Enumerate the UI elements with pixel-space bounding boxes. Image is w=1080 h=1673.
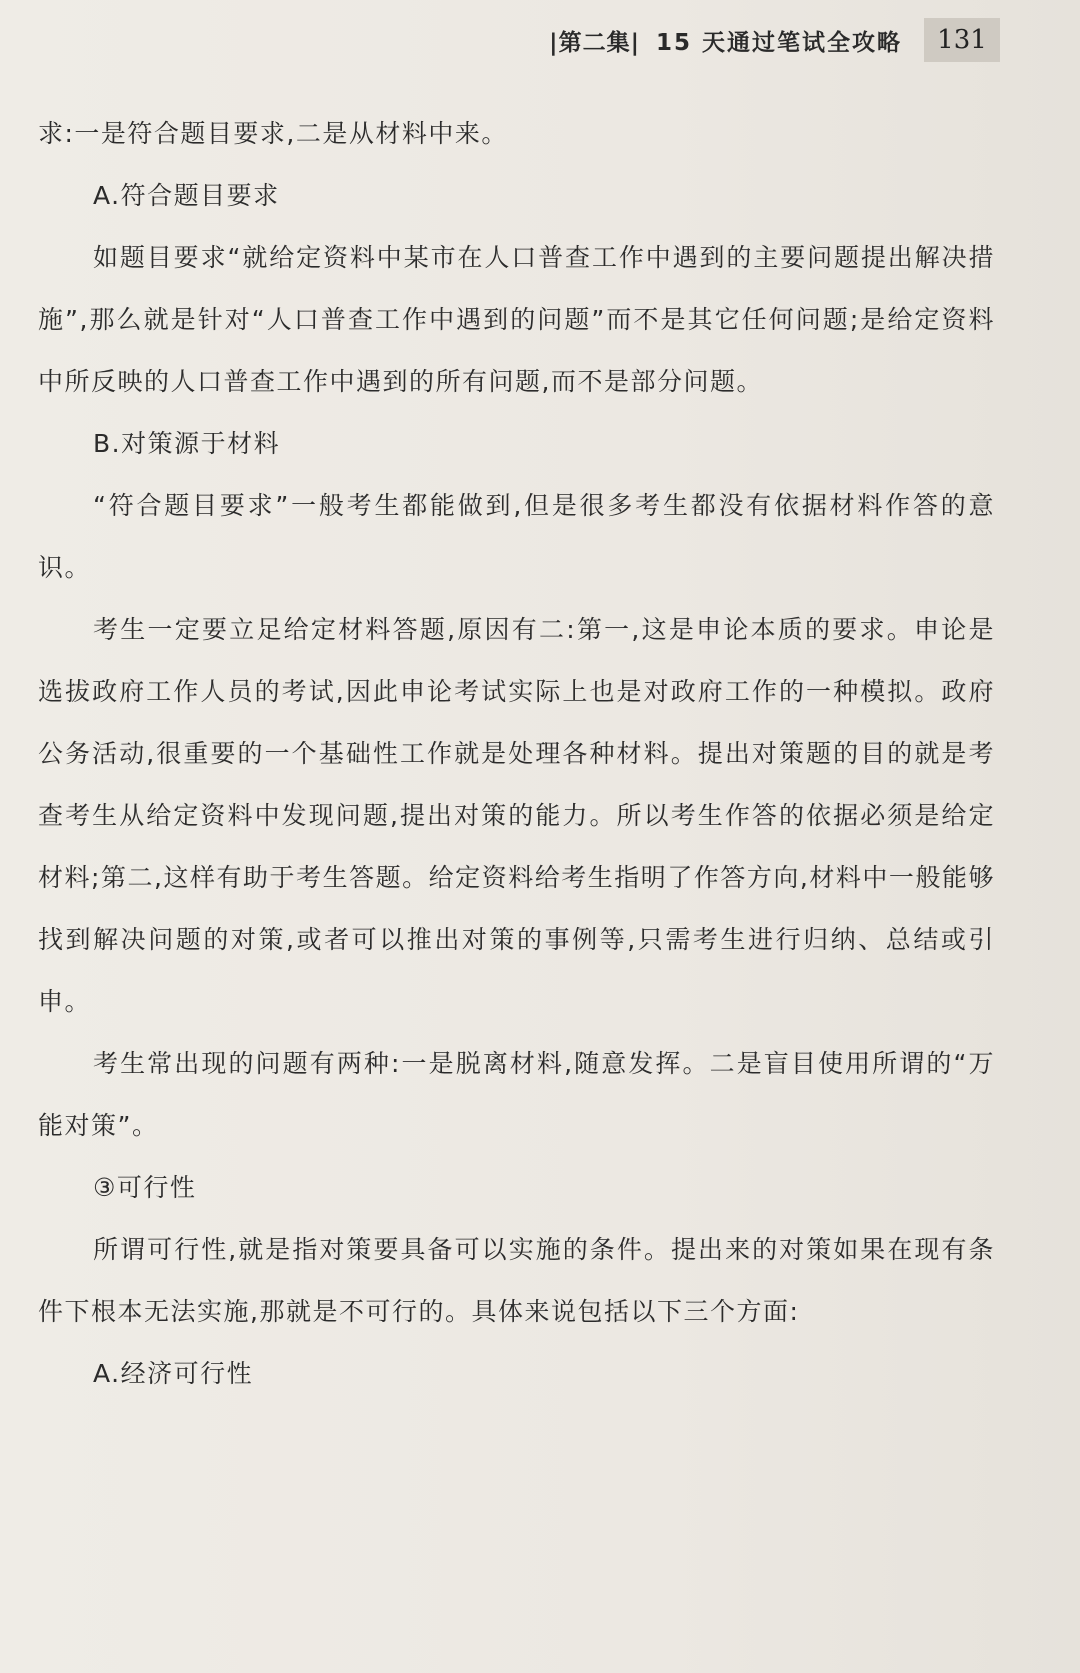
paragraph: 所谓可行性,就是指对策要具备可以实施的条件。提出来的对策如果在现有条件下根本无法实施,那就是不可行的。具体来说包括以下三个方面:	[38, 1235, 995, 1326]
paragraph: “符合题目要求”一般考生都能做到,但是很多考生都没有依据材料作答的意识。	[38, 491, 995, 582]
running-header	[549, 18, 1000, 62]
paragraph: 考生常出现的问题有两种:一是脱离材料,随意发挥。二是盲目使用所谓的“万能对策”。	[38, 1049, 995, 1140]
header-book-title: 15 天通过笔试全攻略	[655, 29, 902, 56]
paragraph: 考生一定要立足给定材料答题,原因有二:第一,这是申论本质的要求。申论是选拔政府工作人员的考试,因此申论考试实际上也是对政府工作的一种模拟。政府公务活动,很重要的一个基础性工作就是处理各种材料。提出对策题的目的就是考查考生从给定资料中发现问题,提出对策的能力。所以考生作答的依据必须是给定材料;第二,这样有助于考生答题。给定资料给考生指明了作答方向,材料中一般能够找到解决问题的对策,或者可以推出对策的事例等,只需考生进行归纳、总结或引申。	[38, 615, 995, 1016]
subheading-feasibility: ③可行性	[93, 1173, 197, 1202]
body-text	[38, 103, 995, 1405]
paragraph: 如题目要求“就给定资料中某市在人口普查工作中遇到的主要问题提出解决措施”,那么就是针对“人口普查工作中遇到的问题”而不是其它任何问题;是给定资料中所反映的人口普查工作中遇到的所有问题,而不是部分问题。	[38, 243, 995, 396]
subheading-b: B.对策源于材料	[93, 429, 281, 458]
subheading-a: A.符合题目要求	[93, 181, 280, 210]
paragraph-continuation: 求:一是符合题目要求,二是从材料中来。	[38, 119, 508, 148]
subheading-economic: A.经济可行性	[93, 1359, 254, 1388]
header-section-label: |第二集|	[549, 29, 640, 56]
page-number: 131	[924, 18, 1000, 62]
